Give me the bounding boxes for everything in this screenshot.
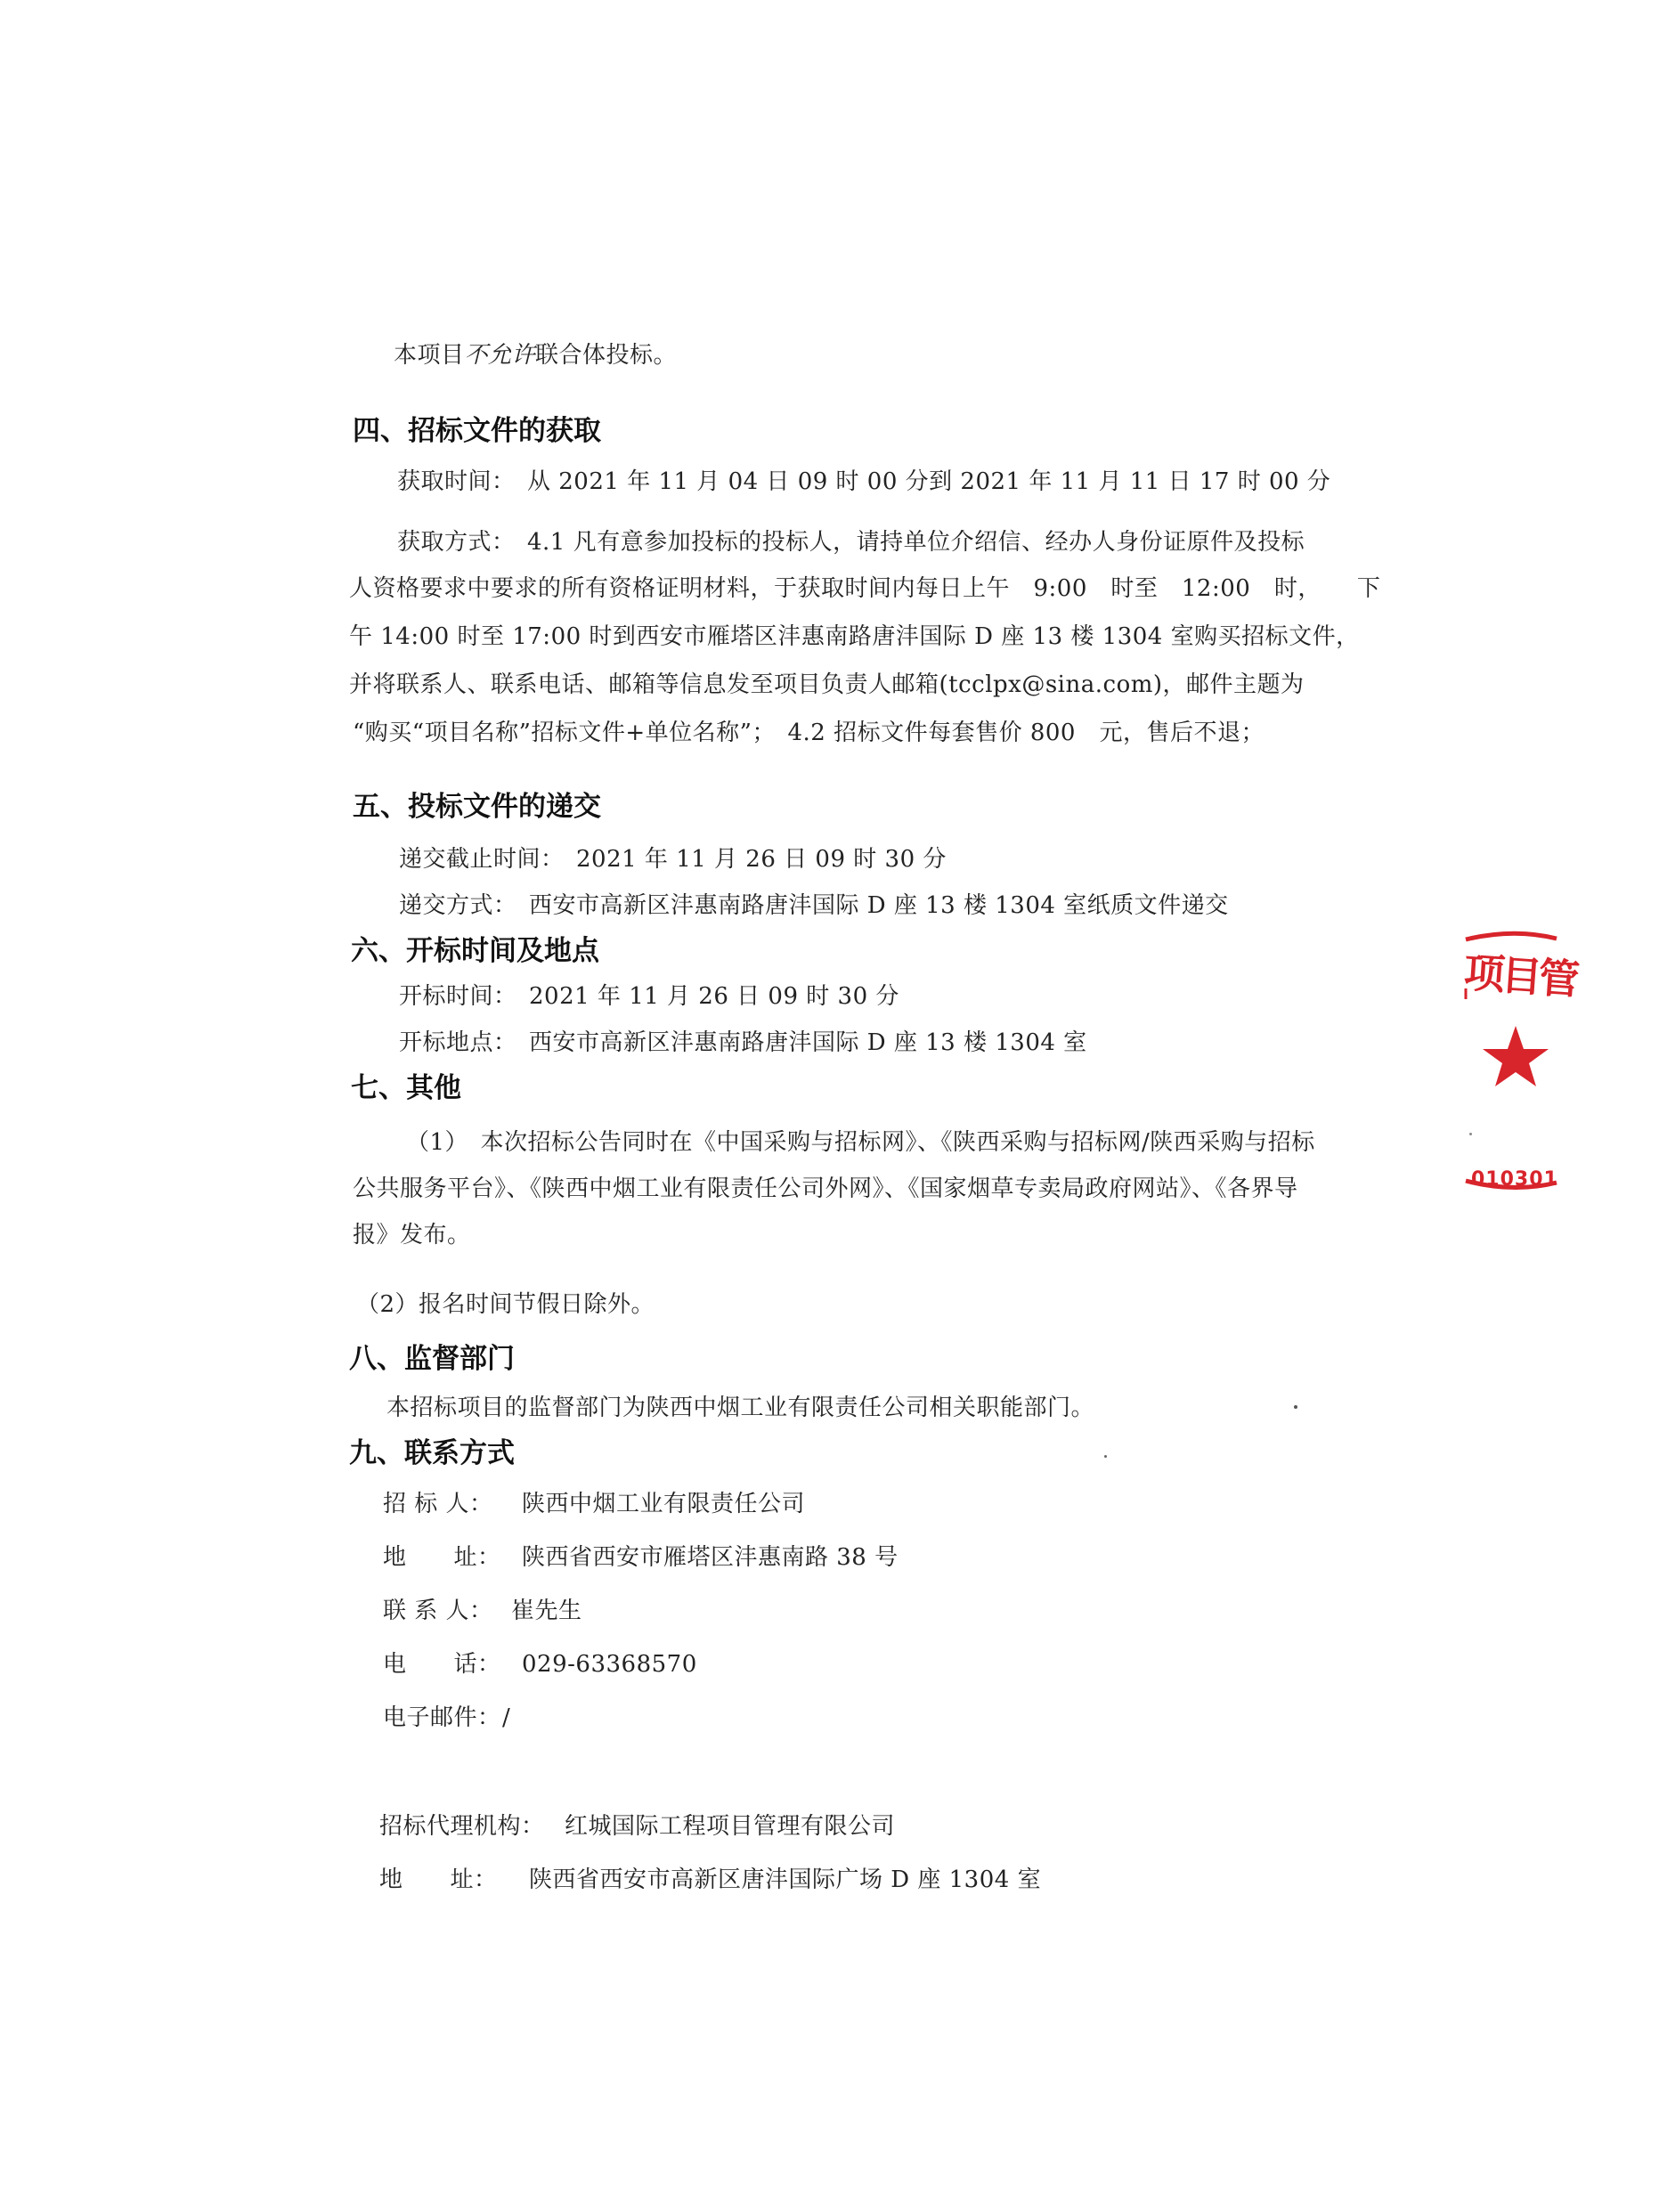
other-item1-line-2: 公共服务平台》、《陕西中烟工业有限责任公司外网》、《国家烟草专卖局政府网站》、《各界导	[353, 1175, 1298, 1202]
joint-bid-line: 本项目不允许联合体投标。	[394, 342, 678, 369]
section8-heading: 八、监督部门	[349, 1343, 515, 1375]
section9-heading: 九、联系方式	[349, 1437, 515, 1469]
seal-stamp	[1460, 926, 1578, 1211]
scan-speck	[1104, 1455, 1107, 1458]
section6-heading: 六、开标时间及地点	[351, 935, 599, 967]
contact-row-person: 联 系 人： 崔先生	[383, 1598, 582, 1624]
agency-row-address: 地 址： 陕西省西安市高新区唐沣国际广场 D 座 1304 室	[379, 1866, 1042, 1893]
section4-heading: 四、招标文件的获取	[353, 415, 601, 447]
opening-place-line: 开标地点： 西安市高新区沣惠南路唐沣国际 D 座 13 楼 1304 室	[399, 1029, 1087, 1056]
submit-deadline-line: 递交截止时间： 2021 年 11 月 26 日 09 时 30 分	[399, 846, 947, 873]
section7-heading: 七、其他	[351, 1072, 461, 1104]
other-item1-line-3: 报》发布。	[353, 1222, 471, 1248]
contact-row-tenderer: 招 标 人： 陕西中烟工业有限责任公司	[383, 1491, 806, 1517]
other-item1-line-1: （1） 本次招标公告同时在《中国采购与招标网》、《陕西采购与招标网/陕西采购与招标	[406, 1129, 1315, 1156]
acquire-method-line-1: 获取方式： 4.1 凡有意参加投标的投标人，请持单位介绍信、经办人身份证原件及投标	[397, 529, 1305, 556]
scan-speck	[1294, 1405, 1297, 1409]
contact-row-address: 地 址： 陕西省西安市雁塔区沣惠南路 38 号	[383, 1544, 899, 1571]
contact-row-email: 电子邮件：/	[383, 1704, 511, 1731]
section5-heading: 五、投标文件的递交	[353, 791, 601, 823]
contact-row-phone: 电 话： 029-63368570	[383, 1651, 697, 1678]
other-item2-line: （2）报名时间节假日除外。	[356, 1291, 655, 1318]
submit-method-line: 递交方式： 西安市高新区沣惠南路唐沣国际 D 座 13 楼 1304 室纸质文件递交	[399, 892, 1229, 919]
acquire-time-line: 获取时间： 从 2021 年 11 月 04 日 09 时 00 分到 2021 年 11 月 11 日 17 时 00 分	[397, 468, 1331, 495]
supervision-text: 本招标项目的监督部门为陕西中烟工业有限责任公司相关职能部门。	[386, 1395, 1095, 1421]
seal-code-text: 010301	[1471, 1168, 1558, 1191]
acquire-method-line-2: 人资格要求中要求的所有资格证明材料，于获取时间内每日上午 9:00 时至 12:00 时， 下	[349, 575, 1381, 602]
joint-bid-emphasis: 不允许	[464, 342, 536, 369]
agency-row-name: 招标代理机构： 红城国际工程项目管理有限公司	[379, 1813, 896, 1840]
opening-time-line: 开标时间： 2021 年 11 月 26 日 09 时 30 分	[399, 983, 899, 1010]
seal-top-text: 项目管	[1462, 947, 1578, 1004]
acquire-method-line-4: 并将联系人、联系电话、邮箱等信息发至项目负责人邮箱(tcclpx@sina.com)，邮件主题为	[349, 671, 1305, 698]
acquire-method-line-5: “购买“项目名称”招标文件+单位名称”； 4.2 招标文件每套售价 800 元，售后不退；	[353, 720, 1265, 746]
seal-star-icon	[1483, 1026, 1549, 1086]
acquire-method-line-3: 午 14:00 时至 17:00 时到西安市雁塔区沣惠南路唐沣国际 D 座 13 楼 1304 室购买招标文件，	[349, 623, 1360, 650]
